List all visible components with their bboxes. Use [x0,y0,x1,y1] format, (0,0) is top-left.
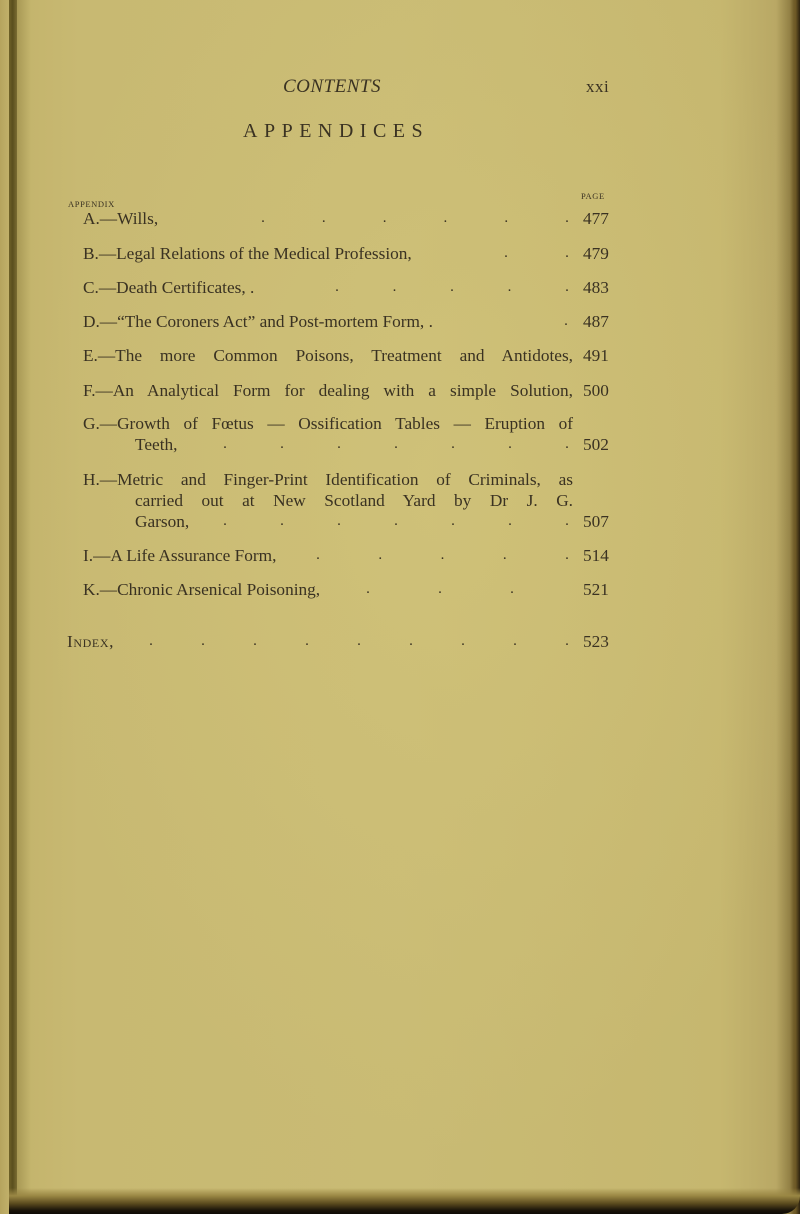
entry-title: H.—Metric and Finger-Print Identification of Criminals, as [83,470,573,489]
section-title: APPENDICES [243,120,430,142]
entry-page-number[interactable]: 502 [583,435,609,454]
toc-entry-f[interactable] [83,380,573,401]
dot-leader: . . . . . . . [223,513,569,529]
entry-title: G.—Growth of Fœtus — Ossification Tables — Eruption of [83,414,573,433]
entry-title: A.—Wills, [83,209,159,228]
index-page-number[interactable]: 523 [583,632,609,651]
entry-title: K.—Chronic Arsenical Poisoning, [83,580,321,599]
page-column-header: PAGE [581,191,605,201]
dot-leader: . . . . . . . . . [149,633,569,649]
dot-leader: . . [504,245,569,261]
entry-title: F.—An Analytical Form for dealing with a simple Solution, [83,381,573,400]
toc-entry-k[interactable] [83,579,593,600]
entry-title-continuation: carried out at New Scotland Yard by Dr J. G. [135,491,573,510]
entry-title-continuation: Garson, [135,512,190,531]
dot-leader: . . . . . . [261,210,569,226]
entry-title: E.—The more Common Poisons, Treatment and Antidotes, [83,346,573,365]
page-number: xxi [586,77,610,96]
dot-leader: . . . . . [316,547,569,563]
entry-page-number[interactable]: 521 [583,580,609,599]
entry-page-number[interactable]: 477 [583,209,609,228]
dot-leader: . [564,313,568,329]
dot-leader: . . . [366,581,514,597]
entry-page-number[interactable]: 491 [583,346,609,365]
entry-page-number[interactable]: 487 [583,312,609,331]
entry-title: I.—A Life Assurance Form, [83,546,277,565]
entry-title: D.—“The Coroners Act” and Post-mortem Form, . [83,312,433,331]
toc-entry-e[interactable] [83,345,573,366]
dot-leader: . . . . . . . [223,436,569,452]
dot-leader: . . . . . [335,279,569,295]
appendix-column-header: APPENDIX [68,199,115,209]
toc-entry-d[interactable] [83,311,593,332]
entry-page-number[interactable]: 514 [583,546,609,565]
toc-entry-index[interactable]: Index, [67,632,115,651]
running-head: CONTENTS [283,76,381,97]
entry-title: B.—Legal Relations of the Medical Profession, [83,244,412,263]
entry-page-number[interactable]: 479 [583,244,609,263]
entry-title-continuation: Teeth, [135,435,178,454]
entry-page-number[interactable]: 507 [583,512,609,531]
entry-page-number[interactable]: 500 [583,381,609,400]
entry-title: C.—Death Certificates, . [83,278,255,297]
entry-page-number[interactable]: 483 [583,278,609,297]
